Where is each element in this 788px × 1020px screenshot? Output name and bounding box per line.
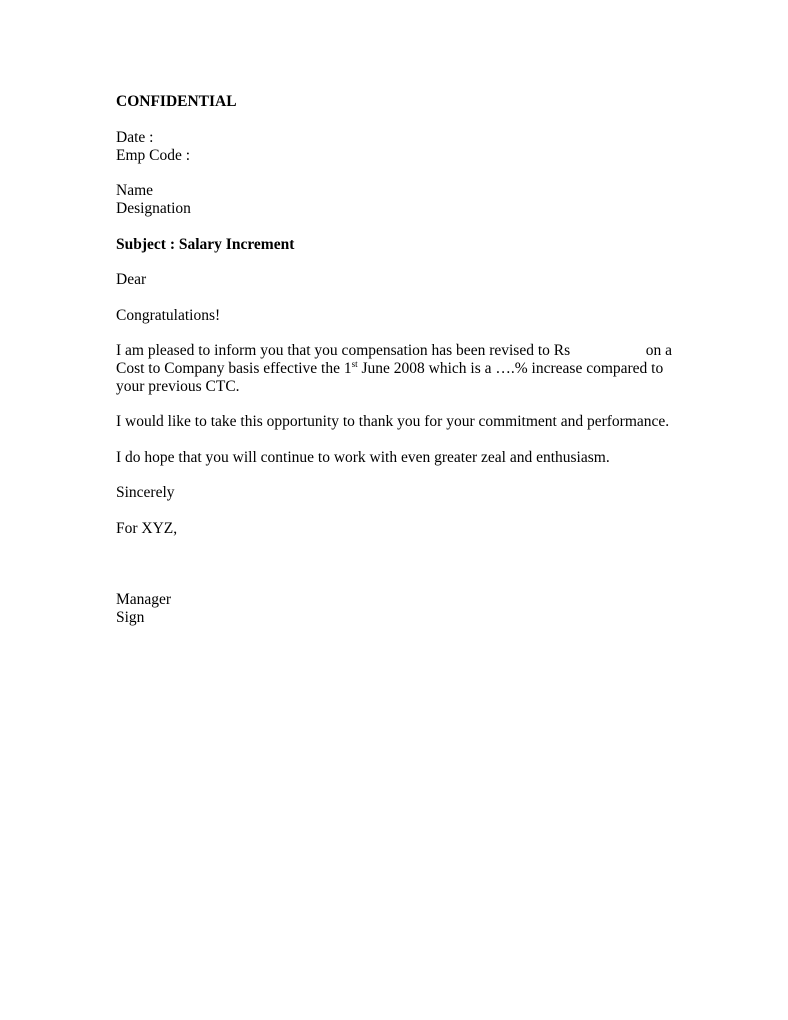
body-paragraph-1-line-2 (116, 360, 672, 378)
previous-ctc-text: your previous CTC. (116, 378, 240, 395)
designation-label: Designation (116, 200, 191, 217)
closing: Sincerely (116, 484, 175, 501)
signatory-title: Manager (116, 591, 172, 608)
subject-line: Subject : Salary Increment (116, 236, 295, 253)
sign-label: Sign (116, 609, 145, 626)
congratulations-text: Congratulations! (116, 307, 221, 324)
effective-date-text (116, 360, 663, 378)
ordinal-suffix: st (351, 358, 358, 369)
body-paragraph-1-line-3 (116, 378, 672, 396)
salutation: Dear (116, 271, 147, 288)
date-label: Date : (116, 129, 154, 146)
confidential-heading: CONFIDENTIAL (116, 93, 237, 110)
effective-date-post: June 2008 which is a ….% increase compared to (357, 360, 664, 377)
for-company: For XYZ, (116, 520, 178, 537)
body-paragraph-2: I would like to take this opportunity to thank you for your commitment and performance. (116, 413, 670, 430)
on-a-text: on a (645, 342, 672, 359)
body-paragraph-1-line-1 (116, 342, 672, 360)
name-label: Name (116, 182, 154, 199)
body-paragraph-1 (116, 342, 672, 396)
effective-date-pre: Cost to Company basis effective the 1 (116, 360, 352, 377)
body-paragraph-3: I do hope that you will continue to work with even greater zeal and enthusiasm. (116, 449, 610, 466)
emp-code-label: Emp Code : (116, 147, 191, 164)
revised-amount-text: I am pleased to inform you that you compensation has been revised to Rs (116, 342, 571, 359)
